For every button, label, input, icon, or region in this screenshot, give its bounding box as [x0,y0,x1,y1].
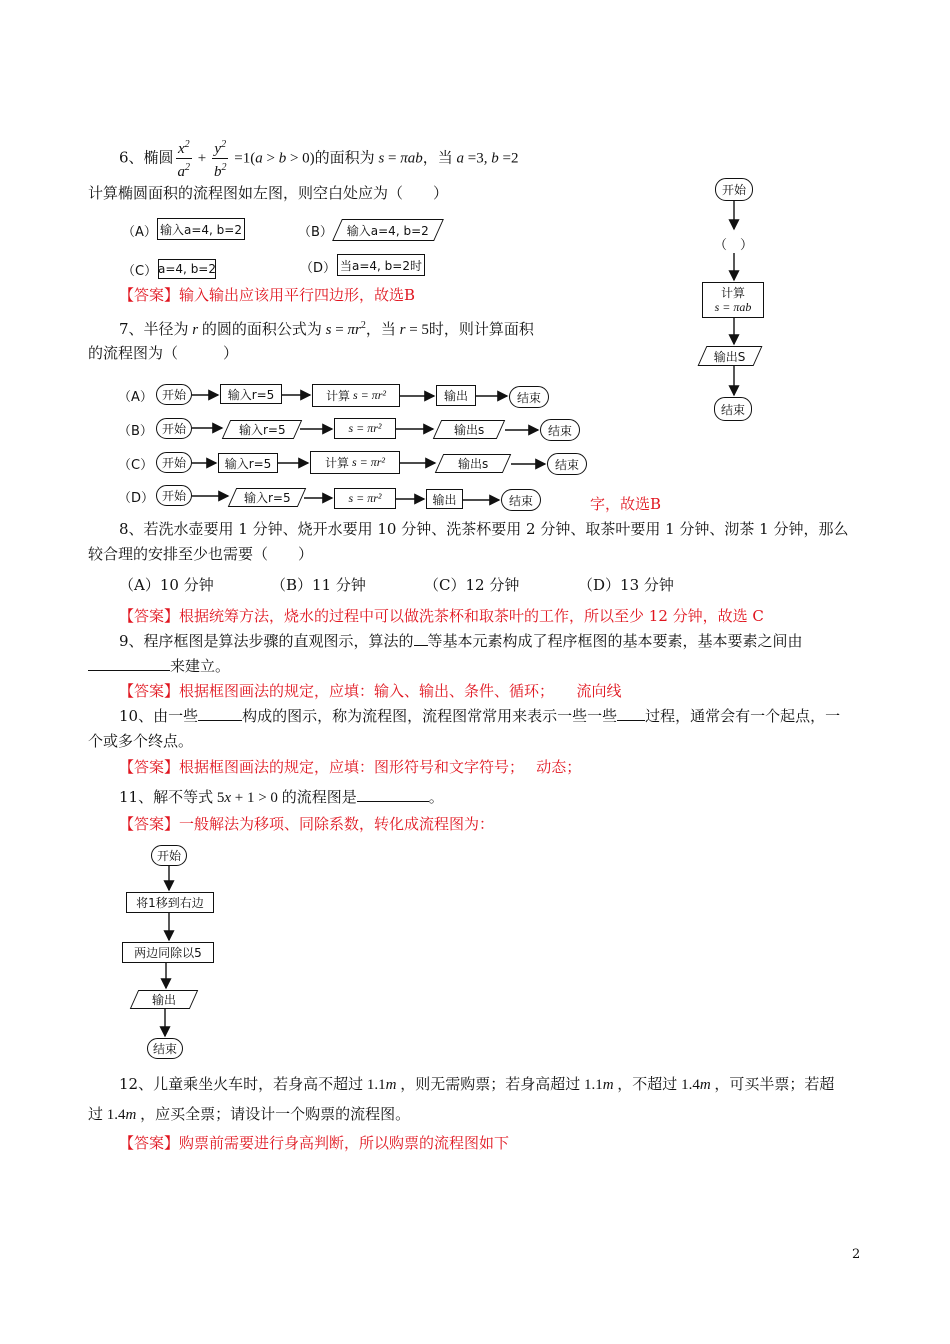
q7-a-input-label: 输入r=5 [227,387,275,402]
q10-stem-line2: 个或多个终点。 [88,732,194,750]
q7-a-output [436,385,476,406]
q7-b-output-label: 输出s [453,423,485,437]
q7-b-calc-formula: s = πr² [348,421,382,435]
q6-flow-start [715,178,753,201]
q7-d-end-label: 结束 [508,493,533,508]
q11-answer-tag: 【答案】 [119,815,180,833]
q7-c-input-label: 输入r=5 [224,456,272,471]
q7-d-input-label: 输入r=5 [243,491,291,505]
q7-d-output [426,489,463,509]
q11-answer-text: 一般解法为移项、同除系数，转化成流程图为： [179,815,495,833]
q11-flow-end [147,1038,183,1059]
q6-option-d-text: 当a=4, b=2时 [340,258,422,273]
q7-d-output-label: 输出 [432,492,457,507]
q7-b-input [222,420,302,439]
q7-d-input [228,488,306,507]
q7-option-c-label: （C） [118,458,154,473]
q9-stem2: 来建立。 [170,657,231,675]
q6-stem: 6、椭圆 $\frac{x^2}{a^2}$ + $\frac{y^2}{b^2}$ =1(a > b > 0)的面积为 s = πab，当 a =3, b =2 [119,136,518,181]
q8-option-a: （A）10 分钟 [119,576,214,594]
q7-a-calc [312,384,400,407]
q7-c-start-label: 开始 [161,456,186,470]
q7-prefix: 7、半径为 [119,320,189,338]
q11-stem-b: 的流程图是 [281,788,357,806]
q7-a-output-label: 输出 [443,389,468,403]
q12-f: ，应买全票；请设计一个购票的流程图。 [140,1105,411,1123]
q7-b-input-label: 输入r=5 [238,423,286,437]
q6-option-a-label: （A） [122,225,157,240]
q7-c-end [547,453,587,475]
q10-blank-2[interactable] [617,706,645,721]
q8-stem: 8、若洗水壶要用 1 分钟、烧开水要用 10 分钟、洗茶杯要用 2 分钟、取茶叶要用 1 分钟、沏茶 1 分钟，那么 [119,520,849,538]
q11-stem-a: 11、解不等式 [119,788,214,806]
q6-formula: s = πab [378,150,423,167]
q6-flow-output [698,346,763,366]
q6-option-a-box[interactable] [157,218,245,240]
q7-a-end-label: 结束 [516,390,541,405]
q9-blank-1[interactable] [414,631,428,646]
q8-stem-line2: 较合理的安排至少也需要（ ） [88,545,314,563]
q6-ellipse-term-y: $\frac{y^2}{b^2}$ [212,136,229,181]
q7-b-output [433,420,505,439]
q6-answer [119,285,415,305]
q6-flow-blank: （ ） [714,238,754,253]
q9-answer-tag: 【答案】 [119,682,180,700]
q6-answer-text: 输入输出应该用平行四边形，故选B [179,286,416,304]
page-number: 2 [852,1247,861,1262]
q7-option-a-label: （A） [118,390,153,405]
q7-option-b-label: （B） [118,424,153,439]
q11-flow-output-label: 输出 [151,993,176,1007]
q6-ellipse-term-x: $\frac{x^2}{a^2}$ [176,136,193,181]
q12-e: 过 [88,1105,104,1123]
q11-flow-step1-label: 将1移到右边 [136,896,204,910]
q11-flow-start-label: 开始 [156,849,181,863]
q10-blank-1[interactable] [198,706,242,721]
q7-d-start [156,485,192,506]
q10-answer-text: 根据框图画法的规定，应填：图形符号和文字符号； 动态； [179,758,582,776]
q9-answer-text: 根据框图画法的规定，应填：输入、输出、条件、循环； 流向线 [179,682,622,700]
q7-c-output [435,454,511,473]
q6-option-b-label: （B） [298,225,333,240]
q12-answer-tag: 【答案】 [119,1134,180,1152]
q6-flow-end-label: 结束 [720,402,745,417]
q6-flow-calc-label: 计算 [720,286,745,300]
q9-stem-a: 9、程序框图是算法步骤的直观图示，算法的 [119,632,414,650]
q7-option-d-label: （D） [118,491,155,506]
q11-flow-end-label: 结束 [152,1042,177,1056]
q6-answer-tag: 【答案】 [119,286,180,304]
q6-option-d-label: （D） [300,261,337,276]
q7-b-end-label: 结束 [547,423,572,438]
q7-a-calc-formula: s = πr² [352,388,387,402]
q8-option-b: （B）11 分钟 [271,576,366,594]
q6-option-c-text: a=4, b=2 [158,262,216,276]
q9-answer [119,681,622,701]
q7-c-calc [310,451,400,474]
q7-stem-line2: 的流程图为（ ） [88,344,239,362]
q7-a-start-label: 开始 [161,388,186,402]
q7-mid2: ，当 [365,320,396,338]
q7-c-calc-label: 计算 [324,456,349,470]
q9-blank-2[interactable] [88,656,170,671]
q8-answer-text: 根据统筹方法，烧水的过程中可以做洗茶杯和取茶叶的工作，所以至少 12 分钟，故选 C [179,607,764,625]
q9-stem-line2 [88,656,230,676]
q7-c-output-label: 输出s [457,457,489,471]
q8-option-c: （C）12 分钟 [424,576,520,594]
q6-when: ，当 [422,148,453,167]
q6-option-d-box[interactable] [337,254,425,276]
q6-option-a-text: 输入a=4, b=2 [160,222,242,237]
q7-d-end [501,489,541,511]
q8-answer-tag: 【答案】 [119,607,180,625]
q7-d-calc [334,488,396,509]
q11-blank[interactable] [357,787,429,802]
q7-a-input [220,384,282,404]
q11-answer [119,814,494,834]
q6-stem-line2: 计算椭圆面积的流程图如左图，则空白处应为（ ） [88,184,449,202]
q12-c: ，不超过 [617,1075,678,1093]
q12-b: ，则无需购票；若身高超过 [400,1075,581,1093]
q10-answer-tag: 【答案】 [119,758,180,776]
q12-a: 12、儿童乘坐火车时，若身高不超过 [119,1075,364,1093]
q8-answer [119,606,764,626]
q9-stem-b: 等基本元素构成了程序框图的基本要素，基本要素之间由 [427,632,803,650]
q11-stem-c: 。 [428,788,444,806]
q12-answer [119,1133,509,1153]
q11-flow-step1 [126,892,214,913]
q12-d: ，可买半票；若超 [714,1075,835,1093]
q7-c-input [218,453,278,473]
q6-flow-calc-formula: s = πab [714,300,752,314]
q10-stem-b: 构成的图示，称为流程图，流程图常常用来表示一些一些 [242,707,618,725]
q11-flow-output [130,990,198,1009]
q6-flow-end [714,397,752,421]
q11-inequality: 5x + 1 > 0 [213,790,282,806]
q7-b-start-label: 开始 [161,422,186,436]
q11-flow-step2 [122,942,214,963]
q11-flow-start [151,845,187,866]
q6-option-b-text: 输入a=4, b=2 [347,223,429,238]
q7-c-calc-formula: s = πr² [351,455,386,469]
q6-flow-calc [702,282,764,318]
q10-stem-c: 过程，通常会有一个起点，一 [645,707,841,725]
q7-mid3: 时，则计算面积 [428,320,534,338]
q7-b-end [540,419,580,441]
q12-answer-text: 购票前需要进行身高判断，所以购票的流程图如下 [179,1134,510,1152]
q10-stem [119,706,840,726]
q6-option-b-box[interactable] [332,219,444,241]
q7-d-calc-formula: s = πr² [348,491,382,505]
q7-b-start [156,418,192,439]
q7-answer-tail: 字，故选B [590,495,662,513]
q7-b-calc [334,418,396,439]
q7-a-end [509,386,549,408]
q6-area-text: 的面积为 [314,148,375,167]
q7-stem: 7、半径为 r 的圆的面积公式为 $s = \pi r^2$，当 r = 5时，则计算面积 [119,320,534,338]
q8-option-d: （D）13 分钟 [578,576,674,594]
q7-c-end-label: 结束 [554,457,579,472]
q11-stem [119,787,444,808]
q7-d-start-label: 开始 [161,489,186,503]
q6-flow-output-label: 输出S [714,349,746,364]
q6-prefix: 6、椭圆 [119,148,174,167]
q6-option-c-label: （C） [122,264,158,279]
q7-mid1: 的圆的面积公式为 [201,320,322,338]
q7-c-start [156,452,192,473]
q6-flow-start-label: 开始 [721,183,746,197]
q10-answer [119,757,581,777]
q10-stem-a: 10、由一些 [119,707,199,725]
q9-stem [119,631,803,651]
q7-a-start [156,384,192,405]
q11-flow-step2-label: 两边同除以5 [134,946,202,960]
q7-a-calc-label: 计算 [325,389,350,403]
q6-option-c-box[interactable] [158,259,216,279]
q12-stem: 12、儿童乘坐火车时，若身高不超过 1.1m ，则无需购票；若身高超过 1.1m ，不超过 1.4m ，可买半票；若超 [119,1075,835,1093]
q12-stem-line2: 过 1.4m ，应买全票；请设计一个购票的流程图。 [88,1105,411,1123]
